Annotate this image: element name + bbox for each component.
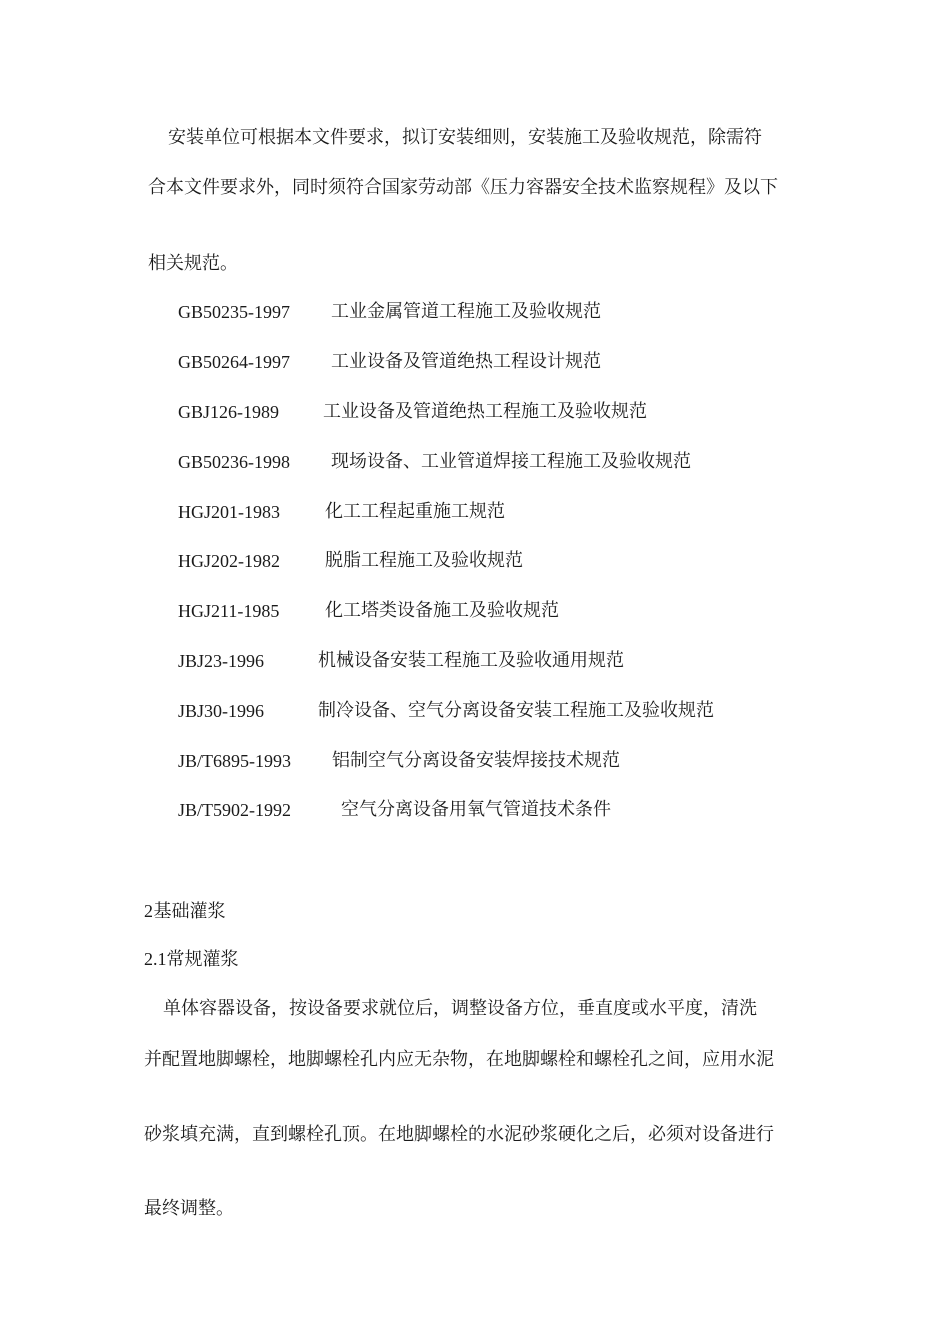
standard-code: JB/T5902-1992: [178, 800, 292, 820]
standard-code: HGJ201-1983: [178, 502, 280, 522]
standard-name: 化工工程起重施工规范: [325, 501, 505, 522]
standard-name: 制冷设备、空气分离设备安装工程施工及验收规范: [318, 700, 714, 721]
standard-code: JB/T6895-1993: [178, 751, 292, 771]
standard-code: JBJ23-1996: [178, 651, 265, 671]
subsection-heading: [144, 947, 239, 972]
paragraph2-line4: 最终调整。: [144, 1198, 234, 1219]
standard-code: HGJ202-1982: [178, 551, 280, 571]
paragraph2-line1: 单体容器设备，按设备要求就位后，调整设备方位，垂直度或水平度，清洗: [163, 998, 757, 1019]
standard-name: 空气分离设备用氧气管道技术条件: [341, 799, 611, 820]
standard-code: GB50264-1997: [178, 352, 290, 372]
section-number: 2: [144, 901, 153, 921]
paragraph1-line1: 安装单位可根据本文件要求，拟订安装细则，安装施工及验收规范，除需符: [168, 127, 762, 148]
standard-name: 工业设备及管道绝热工程设计规范: [331, 351, 601, 372]
standard-code: GBJ126-1989: [178, 402, 280, 422]
standard-code: JBJ30-1996: [178, 701, 265, 721]
standard-code: GB50235-1997: [178, 302, 290, 322]
paragraph2-line2: 并配置地脚螺栓，地脚螺栓孔内应无杂物，在地脚螺栓和螺栓孔之间，应用水泥: [144, 1049, 774, 1070]
standard-code: HGJ211-1985: [178, 601, 280, 621]
paragraph1-line3: 相关规范。: [148, 253, 238, 274]
standard-name: 现场设备、工业管道焊接工程施工及验收规范: [331, 451, 691, 472]
standard-name: 化工塔类设备施工及验收规范: [325, 600, 559, 621]
standard-name: 铝制空气分离设备安装焊接技术规范: [332, 750, 620, 771]
paragraph1-line2: 合本文件要求外，同时须符合国家劳动部《压力容器安全技术监察规程》及以下: [148, 177, 778, 198]
standard-name: 工业金属管道工程施工及验收规范: [331, 301, 601, 322]
standard-name: 工业设备及管道绝热工程施工及验收规范: [323, 401, 647, 422]
standard-name: 机械设备安装工程施工及验收通用规范: [318, 650, 624, 671]
section-title: 基础灌浆: [153, 901, 226, 922]
subsection-number: 2.1: [144, 949, 167, 969]
standard-name: 脱脂工程施工及验收规范: [325, 550, 523, 571]
standard-code: GB50236-1998: [178, 452, 290, 472]
paragraph2-line3: 砂浆填充满，直到螺栓孔顶。在地脚螺栓的水泥砂浆硬化之后，必须对设备进行: [144, 1124, 774, 1145]
section-heading: [144, 899, 226, 924]
subsection-title: 常规灌浆: [166, 949, 239, 970]
